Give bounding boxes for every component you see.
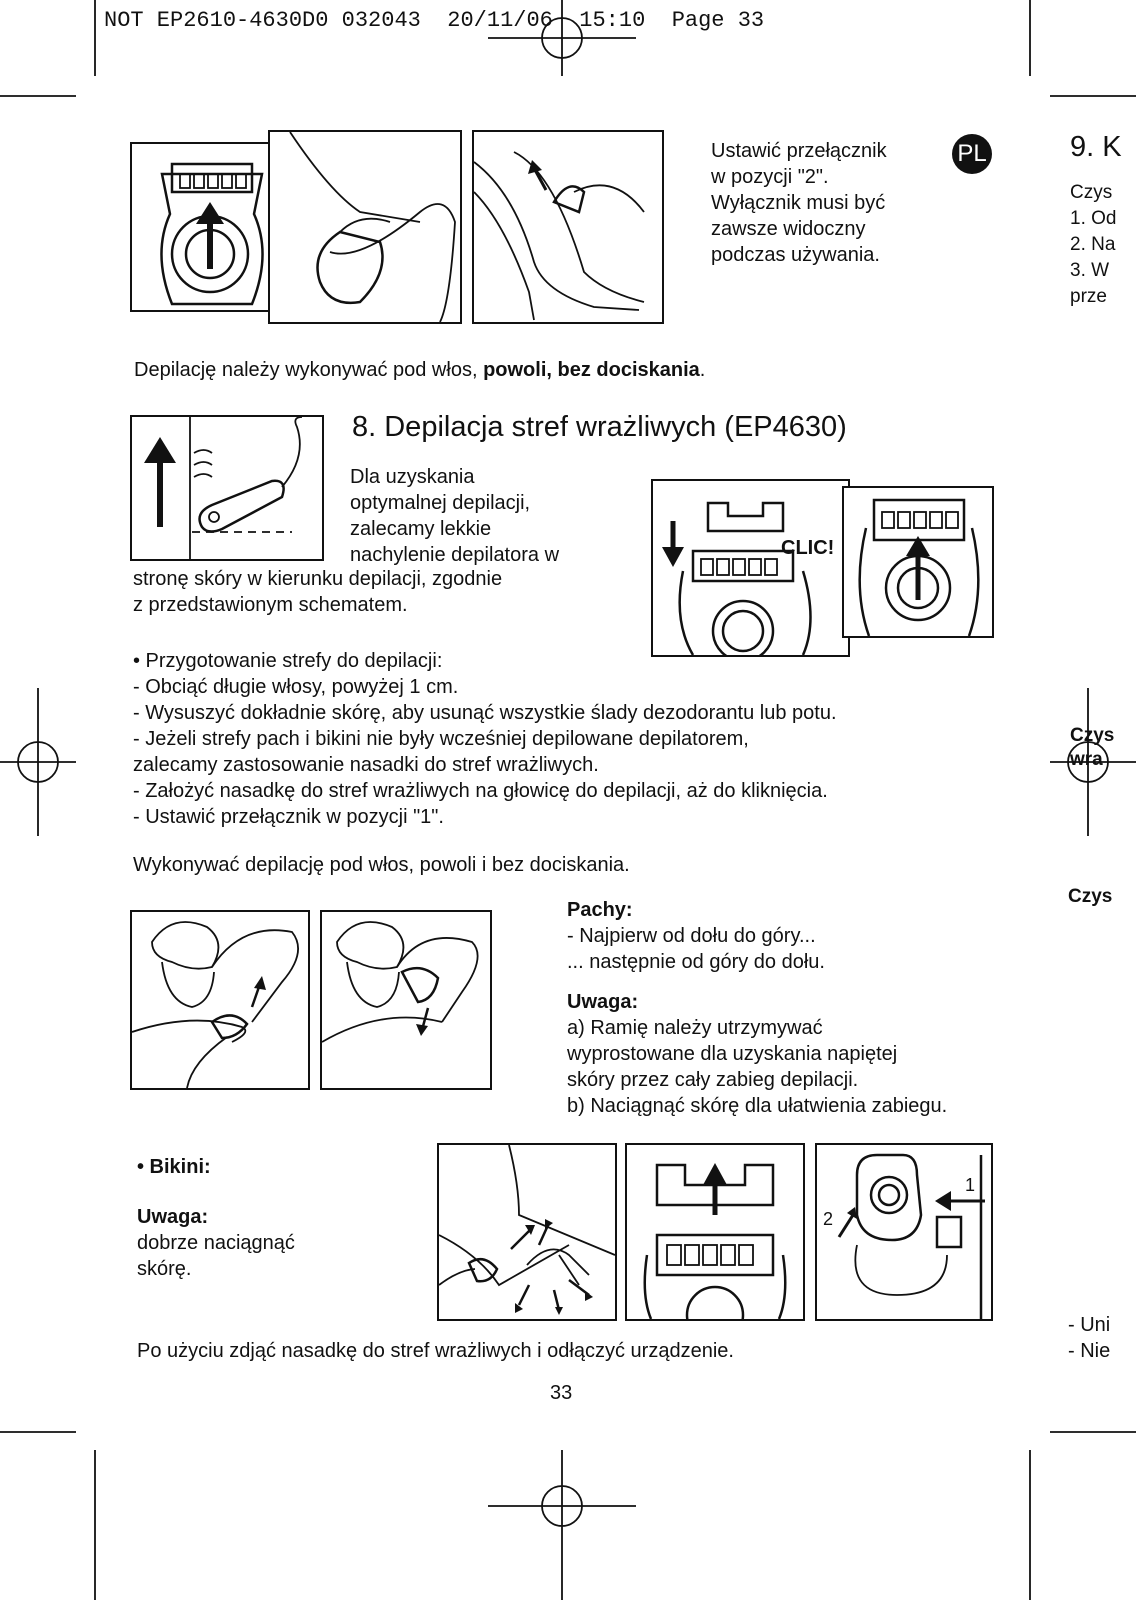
switch-line: podczas używania. [711,244,880,266]
after-use-note: Po użyciu zdjąć nasadkę do stref wrażliwych i odłączyć urządzenie. [137,1340,734,1362]
bikini-note-line: skórę. [137,1258,192,1280]
depilation-note-bold: powoli, bez dociskania [483,359,700,381]
section-8-title: 8. Depilacja stref wrażliwych (EP4630) [352,411,847,443]
paragraph-line: stronę skóry w kierunku depilacji, zgodnie [133,568,503,590]
preparation-list [133,648,837,830]
paragraph-line: optymalnej depilacji, [350,492,531,514]
armpits-note-line: skóry przez cały zabieg depilacji. [567,1069,859,1091]
print-header: NOT EP2610-4630D0 032043 20/11/06 15:10 Page 33 [104,8,765,33]
next-page-bottom [1068,1312,1110,1364]
registration-mark-left [0,688,76,836]
page-number: 33 [550,1382,573,1404]
armpits-note-line: b) Naciągnąć skórę dla ułatwienia zabiegu. [567,1095,948,1117]
registration-mark-bottom [488,1450,636,1600]
depilation-note-end: . [699,359,706,381]
paragraph-line: z przedstawionym schematem. [133,594,408,616]
switch-instructions [711,138,931,268]
armpits-step: ... następnie od góry do dołu. [567,951,825,973]
switch-line: zawsze widoczny [711,218,866,240]
list-item: • Przygotowanie strefy do depilacji: [133,650,443,672]
armpits-note-heading: Uwaga: [567,991,639,1013]
armpits-note-line: wyprostowane dla uzyskania napiętej [567,1043,898,1065]
list-item: - Ustawić przełącznik w pozycji "1". [133,806,444,828]
switch-line: w pozycji "2". [711,166,829,188]
paragraph-line: Dla uzyskania [350,466,475,488]
switch-line: Ustawić przełącznik [711,140,887,162]
next-page-line: 2. Na [1070,234,1116,255]
paragraph-line: nachylenie depilatora w [350,544,560,566]
illustration-device-switch [130,142,290,312]
illustration-unplug [815,1143,993,1321]
next-page-list [1070,180,1116,310]
illustration-bikini-depilation [437,1143,617,1321]
list-item: - Założyć nasadkę do stref wrażliwych na głowicę do depilacji, aż do kliknięcia. [133,780,828,802]
bikini-note-line: dobrze naciągnąć [137,1232,295,1254]
depilation-note-text: Depilację należy wykonywać pod włos, [134,359,484,381]
illustration-hand-holding-device [268,130,462,324]
step-label: 2 [823,1209,834,1229]
armpits-step: - Najpierw od dołu do góry... [567,925,816,947]
next-page-line: prze [1070,286,1107,307]
language-badge: PL [952,134,992,174]
list-item: zalecamy zastosowanie nasadki do stref wrażliwych. [133,754,599,776]
next-page-line: 3. W [1070,260,1110,281]
illustration-tilt-angle [130,415,324,561]
clic-label: CLIC! [781,537,835,559]
bikini-text [137,1154,295,1282]
next-page-bold-1 [1070,724,1114,772]
illustration-legs-depilation [472,130,664,324]
paragraph-line: zalecamy lekkie [350,518,492,540]
illustration-cap-attached [842,486,994,638]
illustration-armpit-up [130,910,310,1090]
next-page-bottom-line: - Uni [1068,1314,1111,1336]
next-page-bold-2: Czys [1068,886,1113,907]
illustration-remove-cap [625,1143,805,1321]
next-page-bold-line: wra [1070,749,1103,770]
armpits-text [567,897,947,1119]
list-item: - Wysuszyć dokładnie skórę, aby usunąć wszystkie ślady dezodorantu lub potu. [133,702,837,724]
armpits-note-line: a) Ramię należy utrzymywać [567,1017,823,1039]
depilation-note [134,357,705,383]
list-item: - Jeżeli strefy pach i bikini nie były wcześniej depilowane depilatorem, [133,728,749,750]
next-page-line: Czys [1070,182,1113,203]
next-page-bold-line: Czys [1070,725,1115,746]
illustration-attach-cap [651,479,850,657]
switch-line: Wyłącznik musi być [711,192,886,214]
next-page-bottom-line: - Nie [1068,1340,1111,1362]
direction-note: Wykonywać depilację pod włos, powoli i bez dociskania. [133,854,630,876]
bikini-note-heading: Uwaga: [137,1206,209,1228]
next-page-line: 1. Od [1070,208,1117,229]
step-label: 1 [965,1175,976,1195]
armpits-heading: Pachy: [567,899,633,921]
section-8-paragraph-cont [133,566,502,618]
next-page-title: 9. K [1070,131,1122,163]
bikini-heading: • Bikini: [137,1156,211,1178]
section-8-paragraph [350,464,559,568]
list-item: - Obciąć długie włosy, powyżej 1 cm. [133,676,459,698]
illustration-armpit-down [320,910,492,1090]
